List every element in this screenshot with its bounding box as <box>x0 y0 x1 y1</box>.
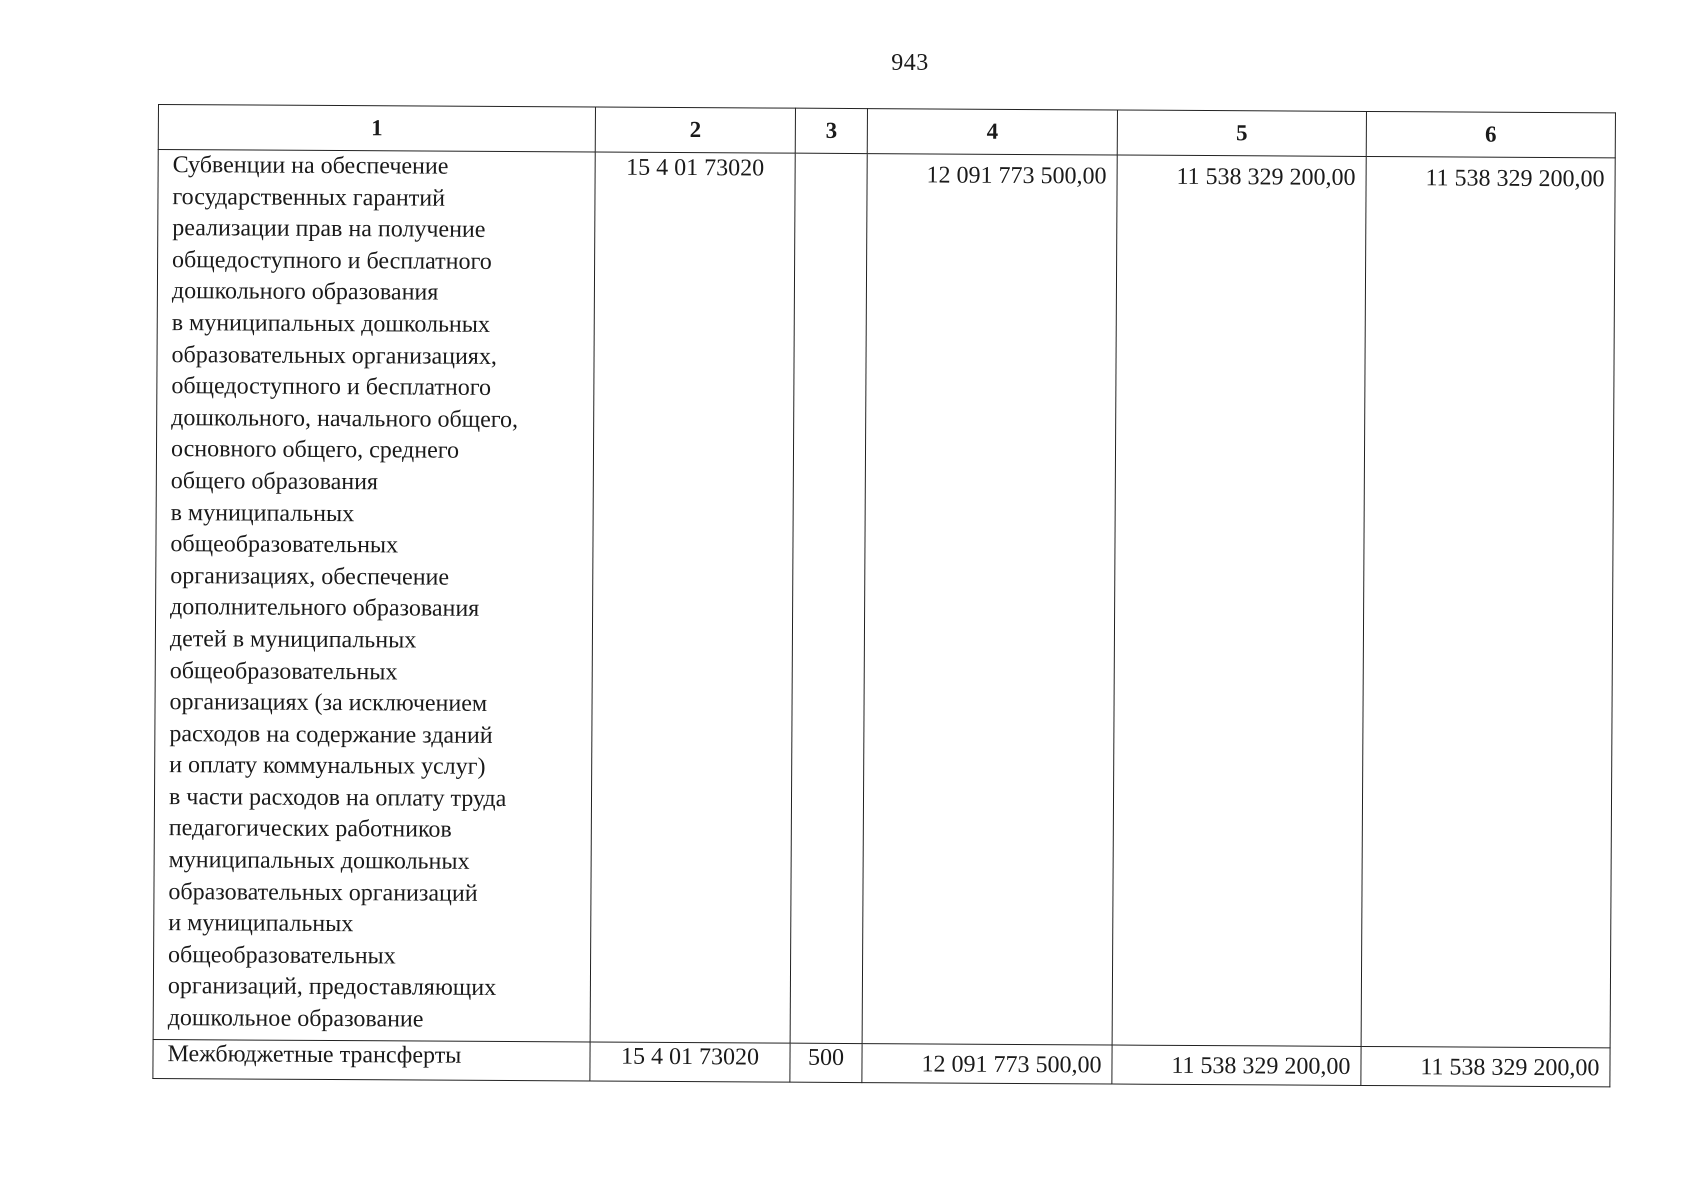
row-description: Субвенции на обеспечение государственных гарантий реализации прав на получение общедоступного и бесплатного дошкольного образования в муниципальных дошкольных образовательных организациях, общедоступного и бесплатного дошкольного, начального общего, основного общего, среднего общего образования в муниципальных общеобразовательных организациях, обеспечение дополнительного образования детей в муниципальных общеобразовательных организациях (за исключением расходов на содержание зданий и оплату коммунальных услуг) в части расходов на оплату труда педагогических работников муниципальных дошкольных образовательных организаций и муниципальных общеобразовательных организаций, предоставляющих дошкольное образование <box>153 150 595 1043</box>
row-target-code: 15 4 01 73020 <box>590 1042 790 1082</box>
column-header-3: 3 <box>795 108 867 153</box>
column-header-4: 4 <box>867 109 1117 155</box>
row-amount-col4: 12 091 773 500,00 <box>862 154 1117 1045</box>
budget-table <box>152 104 1616 1087</box>
row-amount-col6: 11 538 329 200,00 <box>1361 156 1615 1047</box>
column-header-5: 5 <box>1117 110 1366 156</box>
row-amount-col5: 11 538 329 200,00 <box>1112 155 1366 1046</box>
row-amount-col5: 11 538 329 200,00 <box>1112 1045 1361 1085</box>
row-description: Межбюджетные трансферты <box>153 1039 590 1081</box>
row-expense-type <box>790 153 867 1043</box>
column-header-2: 2 <box>595 107 795 153</box>
row-amount-col6: 11 538 329 200,00 <box>1361 1046 1610 1086</box>
row-amount-col4: 12 091 773 500,00 <box>862 1044 1112 1084</box>
row-target-code: 15 4 01 73020 <box>590 152 795 1043</box>
column-header-1: 1 <box>158 105 595 153</box>
row-expense-type: 500 <box>790 1043 862 1082</box>
table-row <box>153 1039 1610 1086</box>
table-row <box>153 150 1615 1048</box>
column-header-6: 6 <box>1366 111 1615 157</box>
page-number: 943 <box>891 50 929 76</box>
